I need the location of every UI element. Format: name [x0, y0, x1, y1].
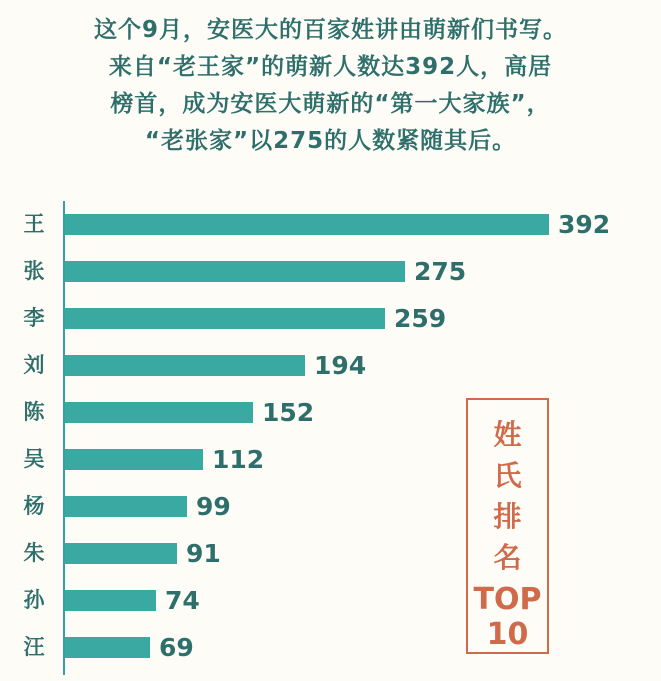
chart-bar: [65, 308, 385, 329]
chart-row: [0, 436, 661, 483]
surname-bar-chart: [0, 195, 661, 681]
badge-title: [468, 414, 547, 578]
chart-row: [0, 530, 661, 577]
chart-rows: [0, 201, 661, 671]
chart-bar-value: 275: [414, 257, 467, 286]
chart-bar-value: 69: [159, 633, 194, 662]
chart-category-label: 吴: [23, 447, 45, 471]
chart-bar-value: 194: [314, 351, 367, 380]
chart-category-label: 王: [23, 212, 45, 236]
chart-bar: [65, 543, 177, 564]
badge-char-1: 姓: [493, 418, 522, 451]
chart-category-label: 杨: [23, 494, 45, 518]
chart-bar-group: [65, 530, 221, 577]
chart-row: [0, 248, 661, 295]
headline-line-3: 榜首，成为安医大萌新的“第一大家族”，: [110, 91, 551, 117]
chart-row: [0, 577, 661, 624]
badge-char-2: 氏: [493, 459, 522, 492]
chart-bar: [65, 402, 253, 423]
chart-bar-value: 152: [262, 398, 315, 427]
chart-bar-group: [65, 436, 264, 483]
chart-category-label: 刘: [23, 353, 45, 377]
chart-category-label: 朱: [23, 541, 45, 565]
chart-bar-group: [65, 577, 200, 624]
chart-bar-group: [65, 389, 314, 436]
chart-bar-group: [65, 624, 194, 671]
chart-category-label: 孙: [23, 588, 45, 612]
chart-bar: [65, 355, 305, 376]
chart-bar-group: [65, 201, 610, 248]
chart-bar-group: [65, 483, 231, 530]
chart-category-label: 张: [23, 259, 45, 283]
chart-bar: [65, 214, 549, 235]
chart-bar-value: 74: [165, 586, 200, 615]
chart-bar-group: [65, 295, 446, 342]
chart-bar-value: 112: [212, 445, 265, 474]
chart-row: [0, 483, 661, 530]
headline-line-4: “老张家”以275的人数紧随其后。: [144, 128, 517, 154]
headline-block: [0, 0, 661, 160]
chart-row: [0, 295, 661, 342]
chart-bar: [65, 637, 150, 658]
chart-category-label: 李: [23, 306, 45, 330]
chart-bar-value: 392: [558, 210, 611, 239]
chart-bar-group: [65, 248, 466, 295]
chart-bar-group: [65, 342, 366, 389]
chart-bar-value: 259: [394, 304, 447, 333]
badge-char-3: 排: [493, 500, 522, 533]
chart-bar: [65, 261, 405, 282]
chart-bar-value: 91: [186, 539, 221, 568]
chart-bar-value: 99: [196, 492, 231, 521]
headline-line-1: 这个9月，安医大的百家姓讲由萌新们书写。: [93, 17, 567, 43]
badge-char-4: 名: [493, 541, 522, 574]
headline-line-2: 来自“老王家”的萌新人数达392人，高居: [108, 54, 553, 80]
chart-row: [0, 624, 661, 671]
chart-category-label: 陈: [23, 400, 45, 424]
chart-row: [0, 201, 661, 248]
chart-bar: [65, 590, 156, 611]
badge-number: 10: [486, 617, 529, 652]
top10-badge: [466, 398, 549, 654]
badge-top-label: TOP: [473, 582, 542, 617]
chart-bar: [65, 449, 203, 470]
chart-category-label: 汪: [23, 635, 45, 659]
chart-row: [0, 389, 661, 436]
chart-row: [0, 342, 661, 389]
chart-bar: [65, 496, 187, 517]
